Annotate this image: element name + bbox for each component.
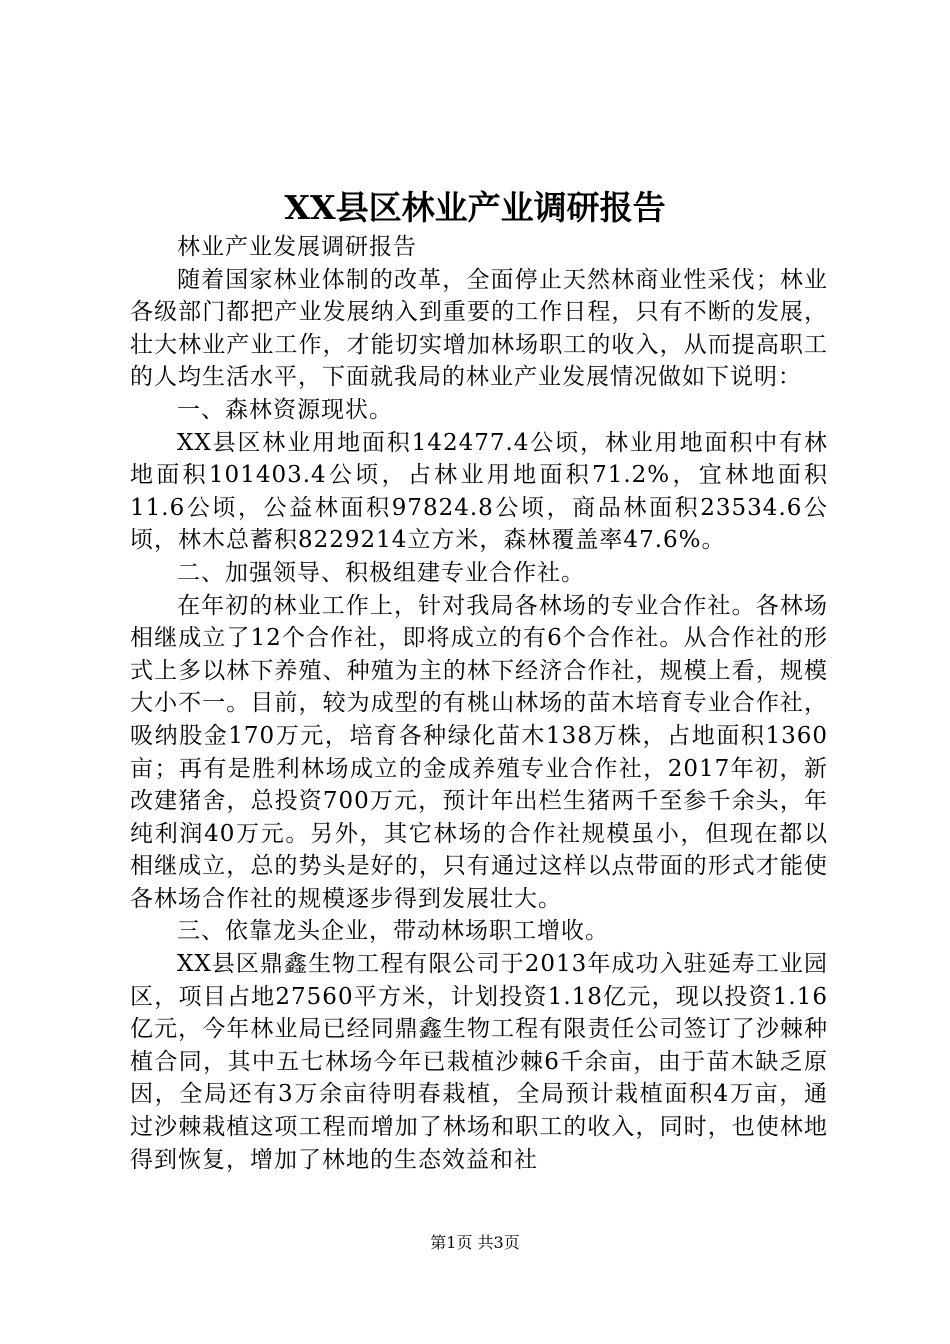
paragraph-intro: 随着国家林业体制的改革，全面停止天然林商业性采伐；林业各级部门都把产业发展纳入到重要的工作日程，只有不断的发展，壮大林业产业工作，才能切实增加林场职工的收入，从而提高职工的人均生活水平，下面就我局的林业产业发展情况做如下说明： bbox=[130, 266, 828, 391]
section-heading-2: 二、加强领导、积极组建专业合作社。 bbox=[177, 559, 585, 586]
paragraph-cooperatives: 在年初的林业工作上，针对我局各林场的专业合作社。各林场相继成立了12个合作社，即将成立的有6个合作社。从合作社的形式上多以林下养殖、种殖为主的林下经济合作社，规模上看，规模大小不一。目前，较为成型的有桃山林场的苗木培育专业合作社，吸纳股金170万元，培育各种绿化苗木138万株，占地面积1360亩；再有是胜利林场成立的金成养殖专业合作社，2017年初，新改建猪舍，总投资700万元，预计年出栏生猪两千至参千余头，年纯利润40万元。另外，其它林场的合作社规模虽小，但现在都以相继成立，总的势头是好的，只有通过这样以点带面的形式才能使各林场合作社的规模逐步得到发展壮大。 bbox=[130, 592, 828, 912]
paragraph-forest-resources: XX县区林业用地面积142477.4公顷，林业用地面积中有林地面积101403.4公顷，占林业用地面积71.2%，宜林地面积11.6公顷，公益林面积97824.8公顷，商品林面积23534.6公顷，林木总蓄积8229214立方米，森林覆盖率47.6%。 bbox=[130, 429, 828, 554]
section-heading-3: 三、依靠龙头企业，带动林场职工增收。 bbox=[177, 918, 609, 945]
document-title: XX县区林业产业调研报告 bbox=[284, 188, 666, 227]
page-footer: 第1页 共3页 bbox=[430, 1233, 520, 1252]
document-body bbox=[130, 231, 828, 1176]
paragraph-leading-enterprise: XX县区鼎鑫生物工程有限公司于2013年成功入驻延寿工业园区，项目占地27560平方米，计划投资1.18亿元，现以投资1.16亿元，今年林业局已经同鼎鑫生物工程有限责任公司签订了沙棘种植合同，其中五七林场今年已栽植沙棘6千余亩，由于苗木缺乏原因，全局还有3万余亩待明春栽植，全局预计栽植面积4万亩，通过沙棘栽植这项工程而增加了林场和职工的收入，同时，也使林地得到恢复，增加了林地的生态效益和社 bbox=[130, 951, 828, 1173]
paragraph-subtitle: 林业产业发展调研报告 bbox=[177, 234, 417, 260]
section-heading-1: 一、森林资源现状。 bbox=[177, 396, 393, 423]
